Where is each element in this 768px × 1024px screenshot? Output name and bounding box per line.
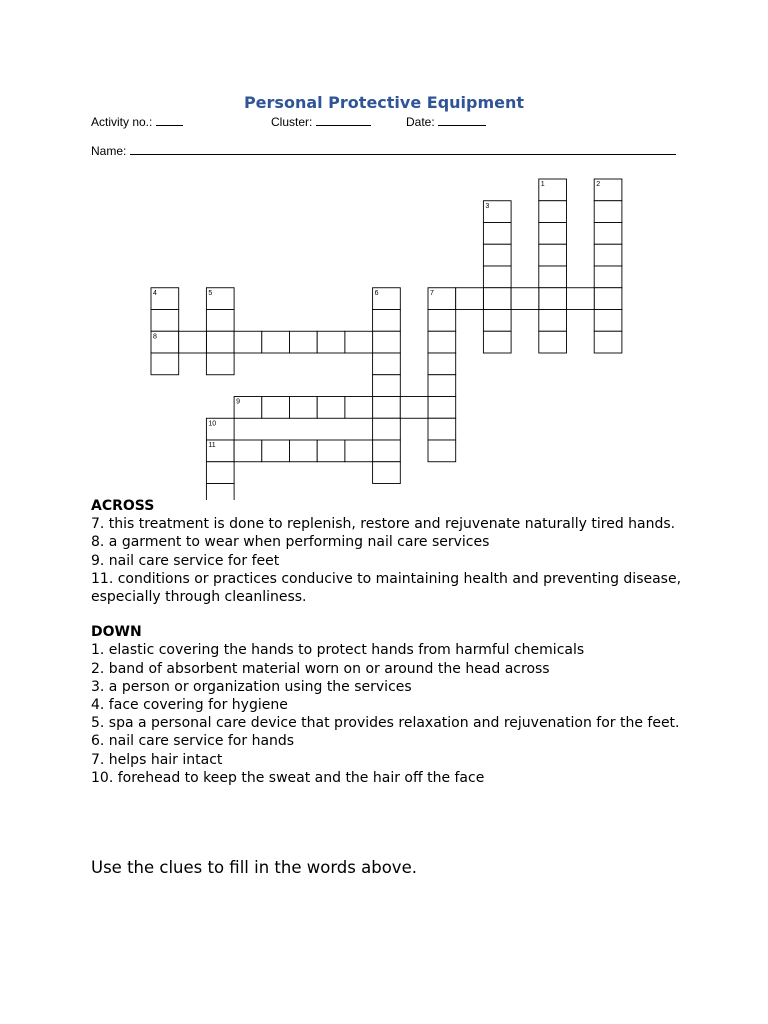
crossword-cell[interactable] bbox=[483, 331, 511, 353]
crossword-cell[interactable] bbox=[179, 331, 207, 353]
crossword-cell[interactable] bbox=[594, 244, 622, 266]
crossword-cell[interactable] bbox=[373, 418, 401, 440]
crossword-cell[interactable] bbox=[567, 288, 595, 310]
crossword-cell[interactable] bbox=[234, 331, 262, 353]
crossword-cell[interactable] bbox=[345, 397, 373, 419]
down-clue: 1. elastic covering the hands to protect hands from harmful chemicals bbox=[91, 642, 585, 659]
down-clue: 2. band of absorbent material worn on or around the head across bbox=[91, 660, 550, 677]
crossword-cell[interactable] bbox=[594, 331, 622, 353]
crossword-cell[interactable] bbox=[373, 353, 401, 375]
crossword-cell[interactable] bbox=[290, 440, 318, 462]
crossword-cell[interactable] bbox=[262, 397, 290, 419]
down-clue: 5. spa a personal care device that provides relaxation and rejuvenation for the feet. bbox=[91, 715, 680, 732]
crossword-cell[interactable] bbox=[373, 440, 401, 462]
crossword-cell[interactable] bbox=[373, 310, 401, 332]
clue-number-9: 9 bbox=[236, 398, 241, 406]
crossword-cell[interactable] bbox=[539, 288, 567, 310]
clue-number-1: 1 bbox=[540, 181, 545, 188]
instructions: Use the clues to fill in the words above. bbox=[91, 858, 417, 877]
crossword-cell[interactable] bbox=[206, 353, 234, 375]
clue-number-7: 7 bbox=[430, 289, 434, 297]
crossword-cell[interactable] bbox=[428, 375, 456, 397]
activity-label: Activity no.: bbox=[91, 115, 153, 129]
crossword-cell[interactable] bbox=[317, 331, 345, 353]
clue-number-8: 8 bbox=[153, 333, 157, 341]
crossword-cell[interactable] bbox=[373, 397, 401, 419]
crossword-cell[interactable] bbox=[317, 397, 345, 419]
clue-number-6: 6 bbox=[374, 289, 379, 297]
crossword-grid bbox=[0, 0, 768, 500]
across-clue: 7. this treatment is done to replenish, restore and rejuvenate naturally tired hands. bbox=[91, 516, 676, 533]
down-heading: DOWN bbox=[91, 624, 142, 641]
crossword-cell[interactable] bbox=[428, 440, 456, 462]
clue-number-10: 10 bbox=[208, 420, 217, 428]
crossword-cell[interactable] bbox=[539, 266, 567, 288]
down-clue: 7. helps hair intact bbox=[91, 751, 223, 768]
crossword-cell[interactable] bbox=[539, 223, 567, 245]
crossword-cell[interactable] bbox=[373, 331, 401, 353]
across-clue: 8. a garment to wear when performing nail care services bbox=[91, 534, 490, 551]
down-clue: 4. face covering for hygiene bbox=[91, 697, 288, 714]
clue-number-3: 3 bbox=[485, 202, 490, 210]
down-clue-list bbox=[91, 641, 691, 787]
date-label: Date: bbox=[406, 115, 435, 129]
crossword-cell[interactable] bbox=[483, 288, 511, 310]
crossword-cell[interactable] bbox=[206, 310, 234, 332]
clue-number-2: 2 bbox=[596, 181, 601, 188]
crossword-cell[interactable] bbox=[206, 331, 234, 353]
clue-number-4: 4 bbox=[153, 289, 157, 297]
name-label: Name: bbox=[91, 144, 127, 158]
crossword-cell[interactable] bbox=[206, 462, 234, 484]
crossword-cell[interactable] bbox=[594, 201, 622, 223]
crossword-cell[interactable] bbox=[428, 353, 456, 375]
crossword-cell[interactable] bbox=[400, 397, 428, 419]
down-clue: 6. nail care service for hands bbox=[91, 733, 295, 750]
across-heading: ACROSS bbox=[91, 498, 155, 514]
crossword-cell[interactable] bbox=[428, 310, 456, 332]
crossword-cell[interactable] bbox=[483, 266, 511, 288]
crossword-cell[interactable] bbox=[373, 462, 401, 484]
crossword-cell[interactable] bbox=[539, 331, 567, 353]
crossword-cell[interactable] bbox=[428, 397, 456, 419]
crossword-cell[interactable] bbox=[594, 288, 622, 310]
crossword-cell[interactable] bbox=[290, 397, 318, 419]
clue-number-11: 11 bbox=[208, 442, 216, 449]
crossword-cell[interactable] bbox=[511, 288, 539, 310]
crossword-cell[interactable] bbox=[373, 375, 401, 397]
across-clue: 9. nail care service for feet bbox=[91, 552, 280, 569]
crossword-cell[interactable] bbox=[345, 440, 373, 462]
crossword-cell[interactable] bbox=[539, 310, 567, 332]
crossword-cell[interactable] bbox=[539, 244, 567, 266]
crossword-cell[interactable] bbox=[290, 331, 318, 353]
down-clue: 3. a person or organization using the services bbox=[91, 678, 412, 695]
crossword-cell[interactable] bbox=[151, 310, 179, 332]
crossword-cell[interactable] bbox=[345, 331, 373, 353]
crossword-cell[interactable] bbox=[262, 331, 290, 353]
crossword-cell[interactable] bbox=[428, 418, 456, 440]
crossword-cell[interactable] bbox=[151, 353, 179, 375]
crossword-cell[interactable] bbox=[483, 223, 511, 245]
crossword-cell[interactable] bbox=[262, 440, 290, 462]
clues-section bbox=[91, 497, 691, 787]
cluster-label: Cluster: bbox=[271, 115, 313, 129]
across-clue-list bbox=[91, 515, 691, 606]
clue-number-5: 5 bbox=[208, 289, 213, 297]
down-clue: 10. forehead to keep the sweat and the hair off the face bbox=[91, 769, 485, 786]
crossword-cell[interactable] bbox=[483, 244, 511, 266]
crossword-cell[interactable] bbox=[483, 310, 511, 332]
crossword-cell[interactable] bbox=[428, 331, 456, 353]
crossword-cell[interactable] bbox=[594, 223, 622, 245]
page-title: Personal Protective Equipment bbox=[243, 93, 525, 112]
crossword-cell[interactable] bbox=[234, 440, 262, 462]
crossword-cell[interactable] bbox=[317, 440, 345, 462]
crossword-cell[interactable] bbox=[594, 310, 622, 332]
crossword-cell[interactable] bbox=[456, 288, 484, 310]
across-clue: 11. conditions or practices conducive to maintaining health and preventing disease, especially through cleanliness. bbox=[91, 570, 682, 606]
crossword-cell[interactable] bbox=[594, 266, 622, 288]
crossword-cell[interactable] bbox=[539, 201, 567, 223]
